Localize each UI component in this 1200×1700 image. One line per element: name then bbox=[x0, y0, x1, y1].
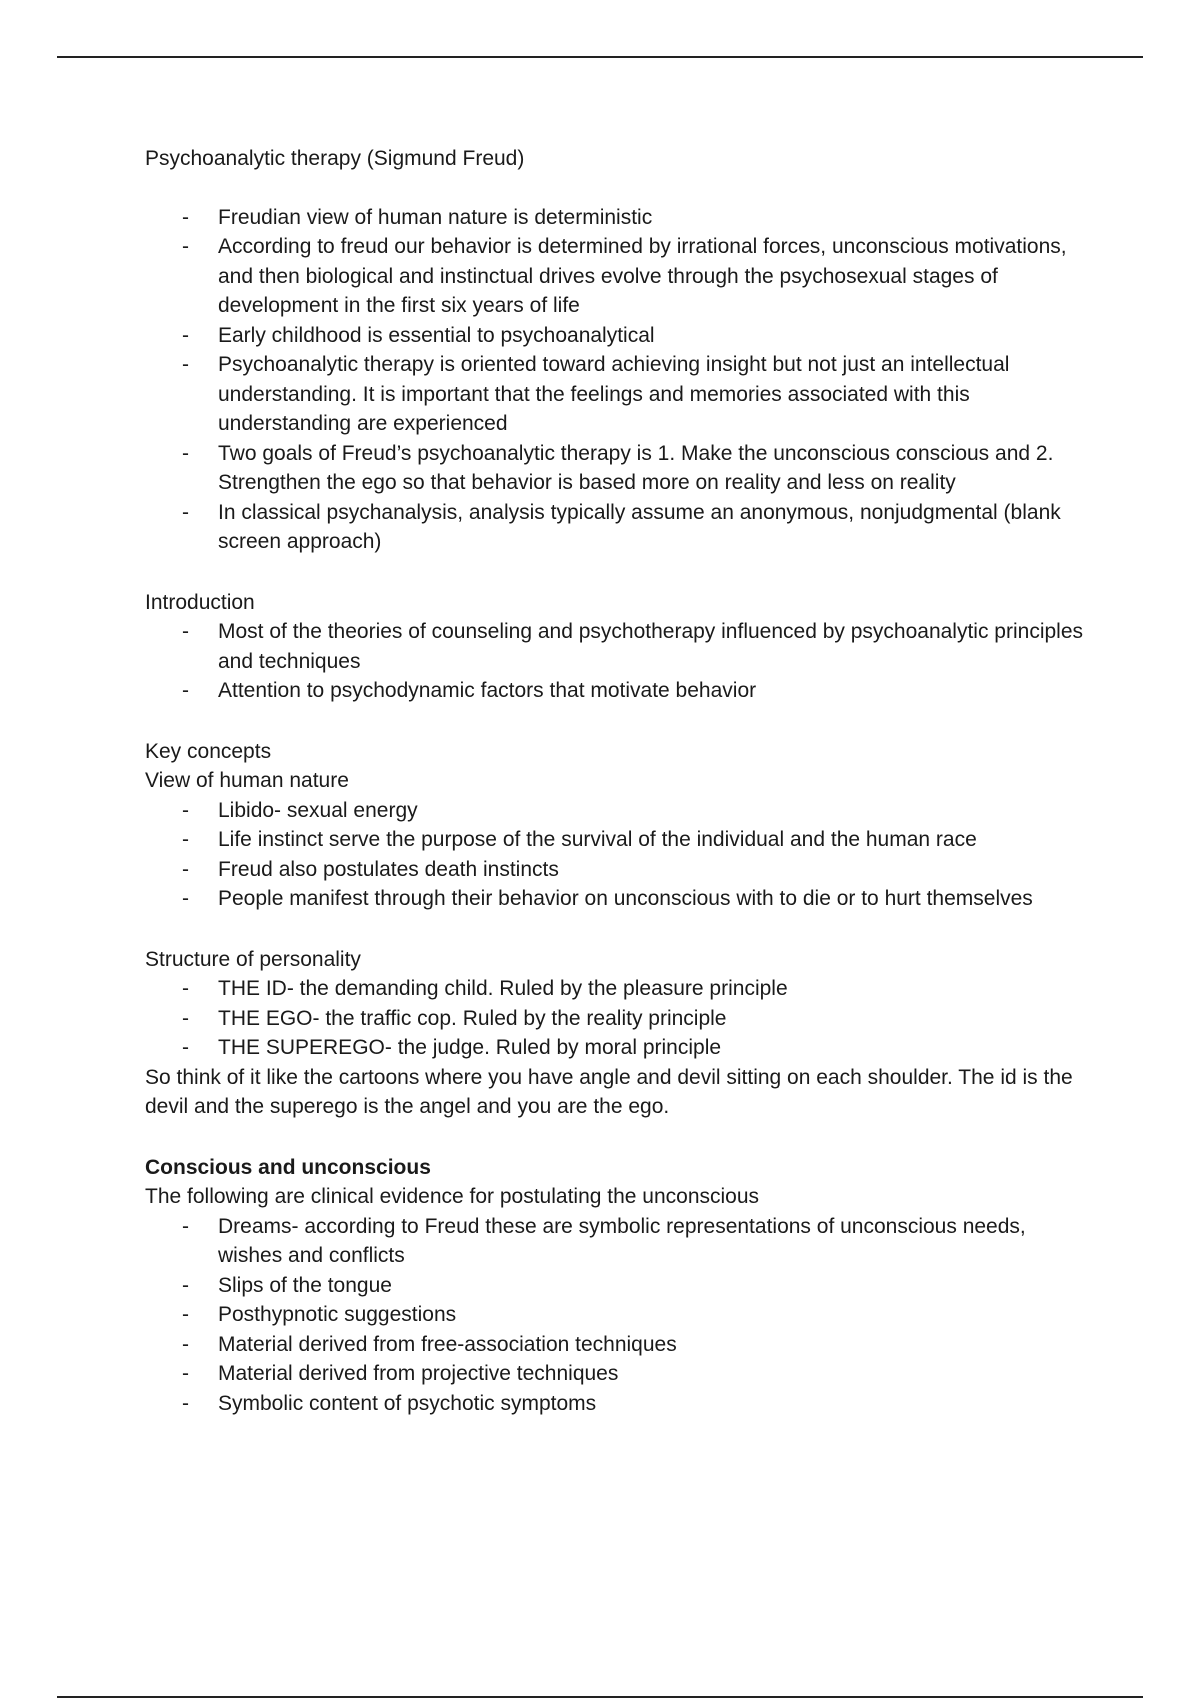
section-title-key-concepts: Key concepts bbox=[145, 739, 272, 763]
section-title-structure: Structure of personality bbox=[145, 947, 361, 971]
section-subtitle-human-nature: View of human nature bbox=[145, 769, 349, 792]
conscious-list bbox=[145, 1212, 1095, 1419]
psychoanalytic-list bbox=[145, 203, 1095, 557]
introduction-list bbox=[145, 617, 1095, 706]
structure-list bbox=[145, 974, 1095, 1063]
list-item: - Posthypnotic suggestions bbox=[145, 1300, 1095, 1330]
list-item: - Two goals of Freud’s psychoanalytic therapy is 1. Make the unconscious conscious and 2. Strengthen the ego so that behavior is based more on reality and less on reality bbox=[145, 439, 1095, 498]
list-item: - Material derived from free-association techniques bbox=[145, 1330, 1095, 1360]
spacer bbox=[145, 914, 1095, 945]
list-item: - Freud also postulates death instincts bbox=[145, 855, 1095, 885]
bottom-rule bbox=[57, 1696, 1143, 1698]
list-item: - Slips of the tongue bbox=[145, 1271, 1095, 1301]
list-item: - Early childhood is essential to psychoanalytical bbox=[145, 321, 1095, 351]
top-rule bbox=[57, 56, 1143, 58]
list-item: - Most of the theories of counseling and psychotherapy influenced by psychoanalytic principles and techniques bbox=[145, 617, 1095, 676]
list-item: - People manifest through their behavior on unconscious with to die or to hurt themselves bbox=[145, 884, 1095, 914]
spacer bbox=[145, 706, 1095, 737]
list-item: - According to freud our behavior is determined by irrational forces, unconscious motivations, and then biological and instinctual drives evolve through the psychosexual stages of development in the first six years of life bbox=[145, 232, 1095, 321]
list-item: - THE ID- the demanding child. Ruled by the pleasure principle bbox=[145, 974, 1095, 1004]
list-item: - THE SUPEREGO- the judge. Ruled by moral principle bbox=[145, 1033, 1095, 1063]
key-concepts-list bbox=[145, 796, 1095, 914]
document-body bbox=[145, 144, 1095, 1418]
list-item: - Material derived from projective techniques bbox=[145, 1359, 1095, 1389]
spacer bbox=[145, 174, 1095, 203]
conscious-intro: The following are clinical evidence for postulating the unconscious bbox=[145, 1185, 760, 1208]
section-title-introduction: Introduction bbox=[145, 590, 255, 614]
list-item: - Libido- sexual energy bbox=[145, 796, 1095, 826]
list-item: - Symbolic content of psychotic symptoms bbox=[145, 1389, 1095, 1419]
list-item: - In classical psychanalysis, analysis typically assume an anonymous, nonjudgmental (blank screen approach) bbox=[145, 498, 1095, 557]
section-title-conscious: Conscious and unconscious bbox=[145, 1155, 431, 1179]
spacer bbox=[145, 557, 1095, 588]
list-item: - Dreams- according to Freud these are symbolic representations of unconscious needs, wishes and conflicts bbox=[145, 1212, 1095, 1271]
list-item: - Life instinct serve the purpose of the survival of the individual and the human race bbox=[145, 825, 1095, 855]
list-item: - Psychoanalytic therapy is oriented toward achieving insight but not just an intellectual understanding. It is important that the feelings and memories associated with this understanding are experienced bbox=[145, 350, 1095, 439]
section-title-psychoanalytic: Psychoanalytic therapy (Sigmund Freud) bbox=[145, 147, 525, 170]
list-item: - Attention to psychodynamic factors that motivate behavior bbox=[145, 676, 1095, 706]
list-item: - Freudian view of human nature is deterministic bbox=[145, 203, 1095, 233]
spacer bbox=[145, 1122, 1095, 1153]
structure-note: So think of it like the cartoons where you have angle and devil sitting on each shoulder. The id is the devil and the superego is the angel and you are the ego. bbox=[145, 1065, 1073, 1118]
list-item: - THE EGO- the traffic cop. Ruled by the reality principle bbox=[145, 1004, 1095, 1034]
